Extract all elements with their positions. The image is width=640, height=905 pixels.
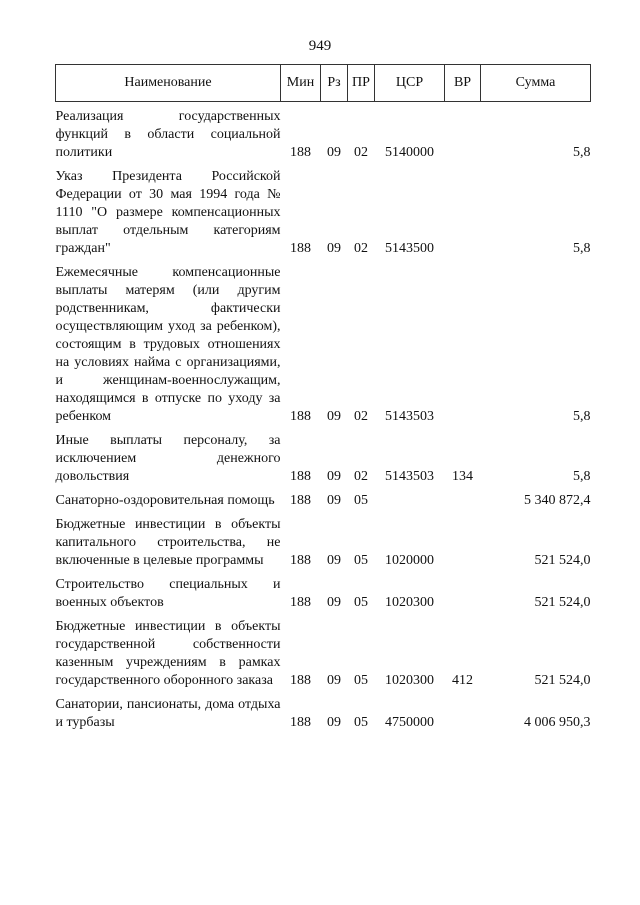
table-row [56, 258, 591, 426]
row-name: Бюджетные инвестиции в объекты капитального строительства, не включенные в целевые программы [55, 517, 281, 568]
header-csr: ЦСР [375, 65, 445, 102]
row-rz: 09 [327, 409, 341, 424]
row-csr: 1020300 [385, 595, 434, 610]
table-row [56, 612, 591, 690]
row-sum: 5,8 [573, 409, 591, 424]
row-vr: 134 [452, 469, 473, 484]
row-name: Санаторно-оздоровительная помощь [55, 493, 275, 508]
budget-table [55, 64, 591, 732]
row-min: 188 [290, 553, 311, 568]
row-rz: 09 [327, 553, 341, 568]
row-sum: 4 006 950,3 [524, 715, 591, 730]
row-rz: 09 [327, 145, 341, 160]
row-sum: 521 524,0 [534, 673, 591, 688]
row-name: Санатории, пансионаты, дома отдыха и турбазы [55, 697, 281, 730]
row-pr: 05 [354, 715, 368, 730]
header-name: Наименование [56, 65, 281, 102]
row-min: 188 [290, 493, 311, 508]
row-min: 188 [290, 241, 311, 256]
header-row [56, 65, 591, 102]
table-row [56, 162, 591, 258]
row-sum: 5,8 [573, 469, 591, 484]
row-name: Реализация государственных функций в области социальной политики [55, 109, 281, 160]
row-rz: 09 [327, 469, 341, 484]
row-pr: 05 [354, 595, 368, 610]
row-pr: 05 [354, 493, 368, 508]
row-csr [375, 486, 445, 510]
row-rz: 09 [327, 595, 341, 610]
header-sum: Сумма [481, 65, 591, 102]
table-row [56, 690, 591, 732]
row-sum: 521 524,0 [534, 595, 591, 610]
row-pr: 05 [354, 553, 368, 568]
row-csr: 5140000 [385, 145, 434, 160]
row-vr [445, 162, 481, 258]
row-csr: 5143503 [385, 469, 434, 484]
header-pr: ПР [348, 65, 375, 102]
row-vr [445, 102, 481, 163]
header-vr: ВР [445, 65, 481, 102]
row-sum: 521 524,0 [534, 553, 591, 568]
row-csr: 5143500 [385, 241, 434, 256]
page-number: 949 [308, 38, 332, 54]
row-min: 188 [290, 469, 311, 484]
row-vr [445, 570, 481, 612]
row-rz: 09 [327, 715, 341, 730]
row-csr: 1020000 [385, 553, 434, 568]
row-pr: 05 [354, 673, 368, 688]
row-min: 188 [290, 145, 311, 160]
row-name: Иные выплаты персоналу, за исключением денежного довольствия [55, 433, 281, 484]
row-pr: 02 [354, 409, 368, 424]
table-row [56, 426, 591, 486]
row-name: Бюджетные инвестиции в объекты государственной собственности казенным учреждениям в рамках государственного оборонного заказа [55, 619, 281, 688]
table-row [56, 570, 591, 612]
row-csr: 4750000 [385, 715, 434, 730]
header-rz: Рз [321, 65, 348, 102]
row-vr [445, 258, 481, 426]
row-rz: 09 [327, 241, 341, 256]
row-sum: 5 340 872,4 [524, 493, 591, 508]
row-pr: 02 [354, 469, 368, 484]
header-min: Мин [281, 65, 321, 102]
row-min: 188 [290, 409, 311, 424]
table-row [56, 102, 591, 163]
row-vr: 412 [452, 673, 473, 688]
row-name: Указ Президента Российской Федерации от 30 мая 1994 года № 1110 "О размере компенсационных выплат отдельным категориям граждан" [55, 169, 281, 256]
row-pr: 02 [354, 145, 368, 160]
table-row [56, 510, 591, 570]
row-name: Строительство специальных и военных объектов [55, 577, 281, 610]
row-min: 188 [290, 595, 311, 610]
row-sum: 5,8 [573, 241, 591, 256]
table-row [56, 486, 591, 510]
row-rz: 09 [327, 673, 341, 688]
row-vr [445, 510, 481, 570]
row-rz: 09 [327, 493, 341, 508]
row-name: Ежемесячные компенсационные выплаты матерям (или другим родственникам, фактически осуществляющим уход за ребенком), состоящим в трудовых отношениях на условиях найма с организациями, и женщинам-военнослужащим, находящимся в отпуске по уходу за ребенком [55, 265, 281, 424]
row-vr [445, 486, 481, 510]
row-pr: 02 [354, 241, 368, 256]
row-vr [445, 690, 481, 732]
row-min: 188 [290, 673, 311, 688]
row-min: 188 [290, 715, 311, 730]
row-sum: 5,8 [573, 145, 591, 160]
row-csr: 1020300 [385, 673, 434, 688]
row-csr: 5143503 [385, 409, 434, 424]
